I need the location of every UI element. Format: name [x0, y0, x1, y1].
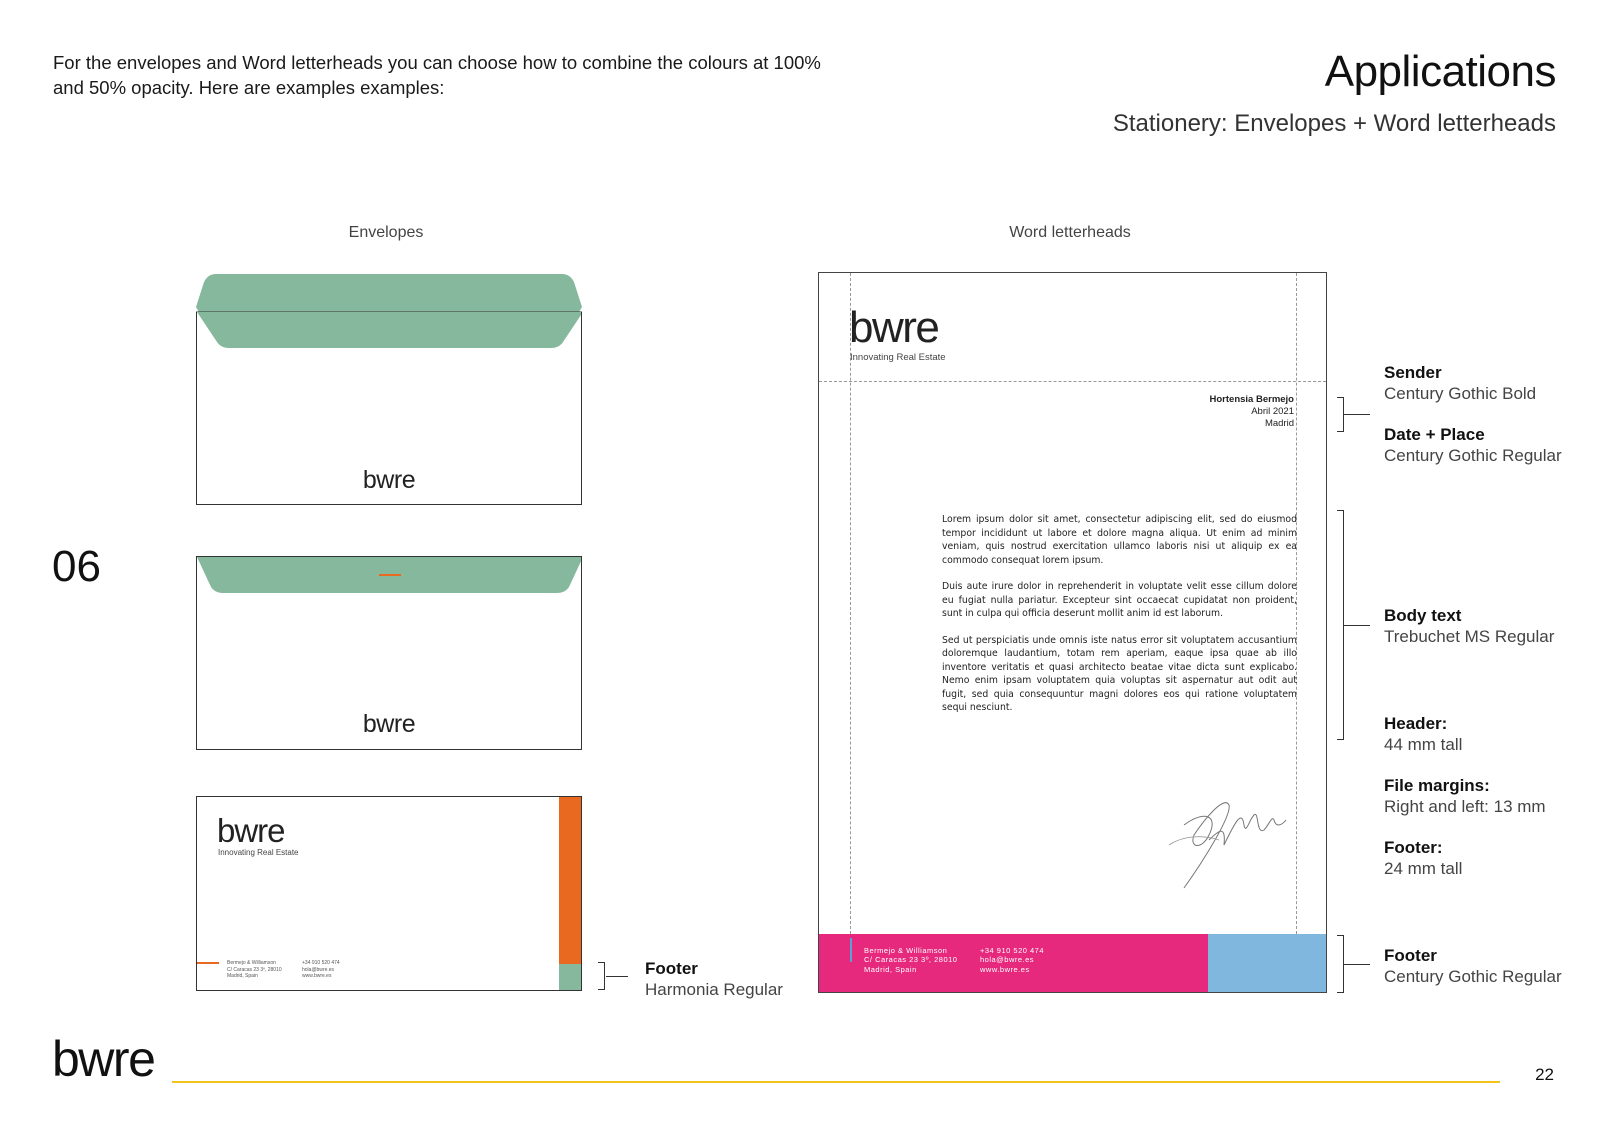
footer-font-annotation: Footer Century Gothic Regular [1384, 946, 1562, 986]
card-tagline: Innovating Real Estate [218, 848, 299, 857]
section-number: 06 [52, 542, 101, 591]
sender-name: Hortensia Bermejo [1209, 394, 1294, 405]
bottom-rule [172, 1081, 1500, 1083]
sender-place: Madrid [1264, 418, 1294, 429]
card-footer-annotation: Footer Harmonia Regular [645, 959, 783, 999]
date-place-annotation: Date + Place Century Gothic Regular [1384, 425, 1562, 465]
letterheads-label: Word letterheads [1009, 224, 1131, 241]
body-paragraph: Sed ut perspiciatis unde omnis iste natus error sit voluptatem accusantium doloremque laudantium, totam rem aperiam, eaque ipsa quae ab illo inventore veritatis et quasi architecto beatae vitae dicta sunt explicabo. Nemo enim ipsam voluptatem quia voluptas sit aspernatur aut odit aut fugit, sed quia consequuntur magni dolores eos qui ratione voluptatem sequi nesciunt. [942, 634, 1297, 713]
card-address: Bermejo & Williamson C/ Caracas 23 3º, 28010 Madrid, Spain [227, 960, 282, 979]
envelope-2-flap [197, 557, 582, 595]
footer-tick [1344, 964, 1370, 965]
body-paragraph: Lorem ipsum dolor sit amet, consectetur adipiscing elit, sed do eiusmod tempor incididunt ut labore et dolore magna aliqua. Ut enim ad minim veniam, quis nostrud exercitation ullamco laboris nisi ut aliquip ex ea commodo consequat lorem ipsum. [942, 514, 1297, 566]
letterhead-footer-contact: +34 910 520 474 hola@bwre.es www.bwre.es [980, 945, 1045, 974]
sender-date: Abril 2021 [1251, 406, 1294, 417]
letterhead-logo: bwre [849, 303, 939, 352]
envelope-1-logo: bwre [362, 466, 416, 494]
envelope-2 [196, 556, 582, 750]
intro-text: For the envelopes and Word letterheads you can choose how to combine the colours at 100% and 50% opacity. Here are examples examples: [53, 52, 821, 98]
sender-annotation: Sender Century Gothic Bold [1384, 363, 1537, 403]
card-green-band [559, 964, 581, 991]
card-contact: +34 910 520 474 hola@bwre.es www.bwre.es [302, 960, 340, 979]
footer-blue-marker [850, 938, 852, 962]
sender-bracket [1337, 397, 1344, 432]
envelope-1 [196, 312, 582, 505]
signature-image [1164, 790, 1299, 890]
envelope-3 [196, 796, 582, 991]
footer-size-annotation: Footer: 24 mm tall [1384, 838, 1463, 878]
card-logo: bwre [217, 812, 285, 849]
page-subtitle: Stationery: Envelopes + Word letterheads [1112, 110, 1556, 137]
body-paragraph: Duis aute irure dolor in reprehenderit in voluptate velit esse cillum dolore eu fugiat nulla pariatur. Excepteur sint occaecat cupidatat non proident, sunt in culpa qui officia deserunt mollit anim id est laborum. [942, 581, 1297, 619]
body-tick [1344, 625, 1370, 626]
body-text-annotation: Body text Trebuchet MS Regular [1384, 606, 1555, 646]
word-letterhead [818, 272, 1327, 993]
envelope-2-logo: bwre [362, 710, 416, 738]
card-footer-tick [606, 976, 628, 977]
body-text [942, 513, 1297, 728]
letterhead-footer-blue [1208, 934, 1326, 992]
footer-bracket [1337, 935, 1344, 993]
card-orange-rule [197, 962, 219, 964]
sender-block [1210, 394, 1294, 430]
card-orange-band [559, 797, 581, 964]
bottom-logo: bwre [52, 1031, 155, 1087]
envelopes-label: Envelopes [348, 224, 424, 241]
sender-tick [1344, 414, 1370, 415]
header-guide [819, 381, 1326, 382]
card-footer-bracket [598, 962, 605, 990]
file-margins-annotation: File margins: Right and left: 13 mm [1384, 776, 1546, 816]
letterhead-tagline: Innovating Real Estate [850, 352, 946, 363]
page-title: Applications [1324, 47, 1556, 96]
envelope-1-flap-shadow [197, 312, 582, 350]
page-number: 22 [1535, 1065, 1554, 1084]
letterhead-footer-address: Bermejo & Williamson C/ Caracas 23 3º, 28010 Madrid, Spain [864, 945, 958, 974]
header-annotation: Header: 44 mm tall [1384, 714, 1463, 754]
margin-guide-left [850, 273, 851, 934]
body-bracket [1337, 510, 1344, 740]
